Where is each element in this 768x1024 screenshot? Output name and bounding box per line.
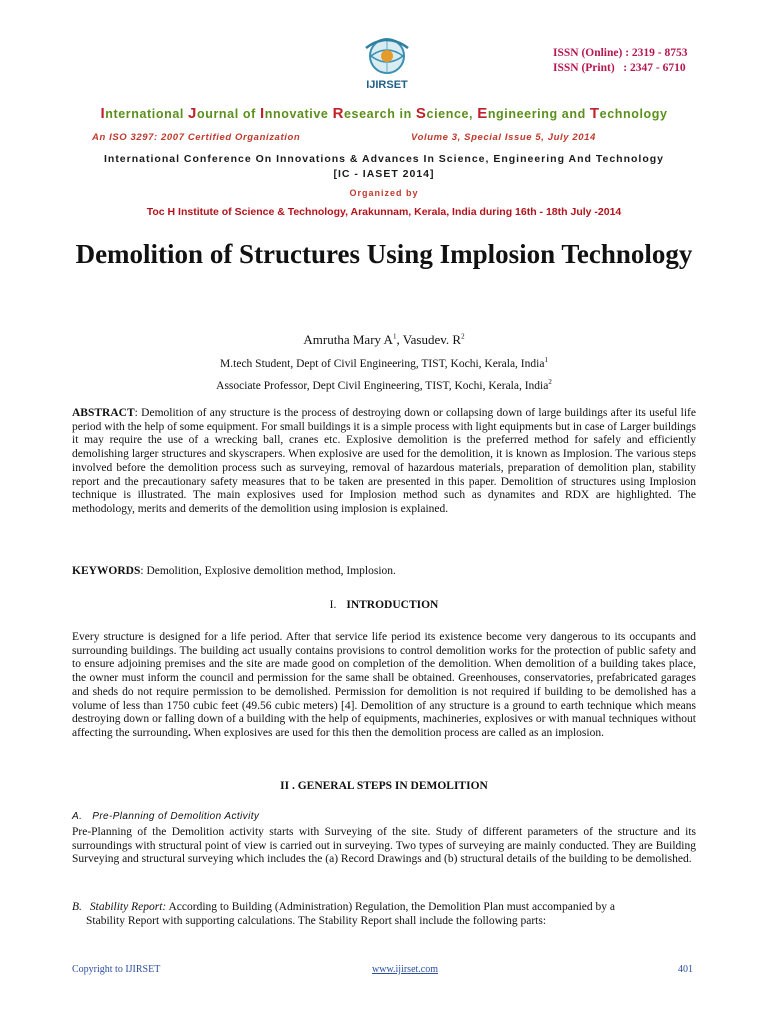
subsection-text: Pre-Planning of the Demolition activity starts with Surveying of the site. Study of different parameters of the structure and its surroundings with structural point of view is carried out in surveying. Two types of surveying are mainly conducted. They are Building Surveying and structural surveying which includes the (a) Record Drawings and (b) structural details of the building to be demolished. bbox=[72, 826, 696, 866]
abstract-label: ABSTRACT bbox=[72, 407, 135, 419]
affiliation-text: Associate Professor, Dept Civil Engineering, TIST, Kochi, Kerala, India bbox=[216, 380, 549, 392]
subsection-text: According to Building (Administration) Regulation, the Demolition Plan must accompanied by a bbox=[166, 901, 615, 913]
intro-period: . bbox=[188, 726, 191, 739]
journal-word: nternational bbox=[105, 107, 189, 121]
journal-cap: T bbox=[589, 105, 600, 122]
page-number: 401 bbox=[678, 964, 693, 975]
journal-logo bbox=[357, 36, 417, 92]
paper-title: Demolition of Structures Using Implosion Technology bbox=[75, 239, 693, 269]
keywords bbox=[72, 565, 696, 579]
section-heading: II . GENERAL STEPS IN DEMOLITION bbox=[280, 780, 488, 792]
affiliation bbox=[0, 358, 768, 370]
introduction-text bbox=[72, 631, 696, 741]
footer-copyright: Copyright to IJIRSET bbox=[72, 964, 161, 975]
author-name: Amrutha Mary A bbox=[303, 332, 393, 347]
section-title: INTRODUCTION bbox=[346, 599, 439, 611]
footer-website-link[interactable]: www.ijirset.com bbox=[372, 964, 439, 975]
intro-paragraph-end: When explosives are used for this then the demolition process are called as an implosion. bbox=[190, 726, 604, 739]
author-sup: 2 bbox=[461, 332, 465, 341]
journal-cap: J bbox=[188, 105, 197, 122]
journal-word: esearch in bbox=[344, 107, 416, 121]
issn-online: ISSN (Online) : 2319 - 8753 bbox=[553, 47, 688, 59]
iso-certification: An ISO 3297: 2007 Certified Organization bbox=[92, 132, 301, 143]
abstract-text: : Demolition of any structure is the process of destroying down or collapsing down of large buildings after its useful life period with the help of some equipment. For small buildings it is a simple process with light equipments but in case of Larger buildings it may require the use of a wrecking ball, cranes etc. Explosive demolition is the preferred method for safely and efficiently demolishing larger structures and skyscrapers. When explosive are used for the demolition, it is known as Implosion. The various steps involved before the demolition process such as surveying, removal of hazardous materials, preparation of demolition plan, stability report and the precautionary safety measures that to be taken are presented in this paper. Demolition of structures using Implosion technique is illustrated. The main explosives used for Implosion method such as dynamites and RDX are highlighted. The methodology, merits and demerits of the demolition using implosion is explained. bbox=[72, 407, 696, 515]
author-sup: 1 bbox=[392, 332, 397, 341]
subsection-text-continued: Stability Report with supporting calculations. The Stability Report shall include the following parts: bbox=[86, 915, 547, 927]
subsection-label: B. bbox=[72, 901, 82, 913]
subsection-title: Stability Report: bbox=[89, 901, 167, 913]
affiliation-text: M.tech Student, Dept of Civil Engineering, TIST, Kochi, Kerala, India bbox=[220, 358, 545, 370]
affiliation bbox=[0, 380, 768, 392]
journal-cap: S bbox=[415, 105, 427, 122]
journal-word: cience, bbox=[426, 107, 478, 121]
issn-print: ISSN (Print) : 2347 - 6710 bbox=[553, 62, 686, 74]
keywords-text: : Demolition, Explosive demolition method, Implosion. bbox=[140, 565, 396, 577]
author-separator: , bbox=[396, 332, 403, 347]
subsection-b bbox=[72, 900, 696, 928]
subsection-label: A. bbox=[72, 811, 83, 822]
keywords-label: KEYWORDS bbox=[72, 565, 141, 577]
volume-info: Volume 3, Special Issue 5, July 2014 bbox=[411, 132, 596, 143]
journal-word: echnology bbox=[599, 107, 668, 121]
logo-text: IJIRSET bbox=[366, 79, 408, 91]
issn-block bbox=[553, 46, 688, 76]
journal-cap: I bbox=[259, 105, 265, 122]
section-number: I. bbox=[329, 599, 337, 611]
journal-cap: E bbox=[477, 105, 488, 122]
abstract bbox=[72, 407, 696, 517]
affiliation-sup: 2 bbox=[548, 378, 552, 387]
organized-by: Organized by bbox=[349, 188, 419, 198]
conference-name: International Conference On Innovations & Advances In Science, Engineering And Technology [IC - IASET 2014] bbox=[103, 153, 665, 180]
intro-paragraph: Every structure is designed for a life period. After that service life period its existence become very dangerous to its occupants and surrounding buildings. The building act usually contains provisions to control demolition works for the protection of public safety and to ensure adjoining premises and the site are made good on completion of the demolition. When demolition of a building takes place, the owner must inform the council and permission for the same shall be obtained. Greenhouses, conservatories, prefabricated garages and sheds do not require permission to be demolished. Permission for demolition is not required if building to be demolished has a volume of less than 1750 cubic feet (49.56 cubic meters) [4]. Demolition of any structure is a ground to earth technique which means destroying down or falling down of a building with the help of equipments, machineries, explosives or with manual techniques without affecting the surrounding bbox=[72, 631, 696, 739]
affiliation-sup: 1 bbox=[544, 356, 548, 365]
subsection-heading bbox=[72, 811, 259, 822]
author-name: Vasudev. R bbox=[402, 332, 462, 347]
author-line bbox=[0, 332, 768, 348]
journal-word: ngineering and bbox=[487, 107, 590, 121]
organizing-institute: Toc H Institute of Science & Technology, Arakunnam, Kerala, India during 16th - 18th July -2014 bbox=[146, 206, 622, 218]
section-heading bbox=[0, 599, 768, 611]
journal-word: nnovative bbox=[264, 107, 333, 121]
journal-word: ournal of bbox=[197, 107, 260, 121]
journal-cap: I bbox=[100, 105, 106, 122]
journal-cap: R bbox=[332, 105, 344, 122]
globe-icon bbox=[357, 36, 417, 92]
subsection-title: Pre-Planning of Demolition Activity bbox=[92, 811, 260, 822]
journal-title bbox=[0, 105, 768, 122]
